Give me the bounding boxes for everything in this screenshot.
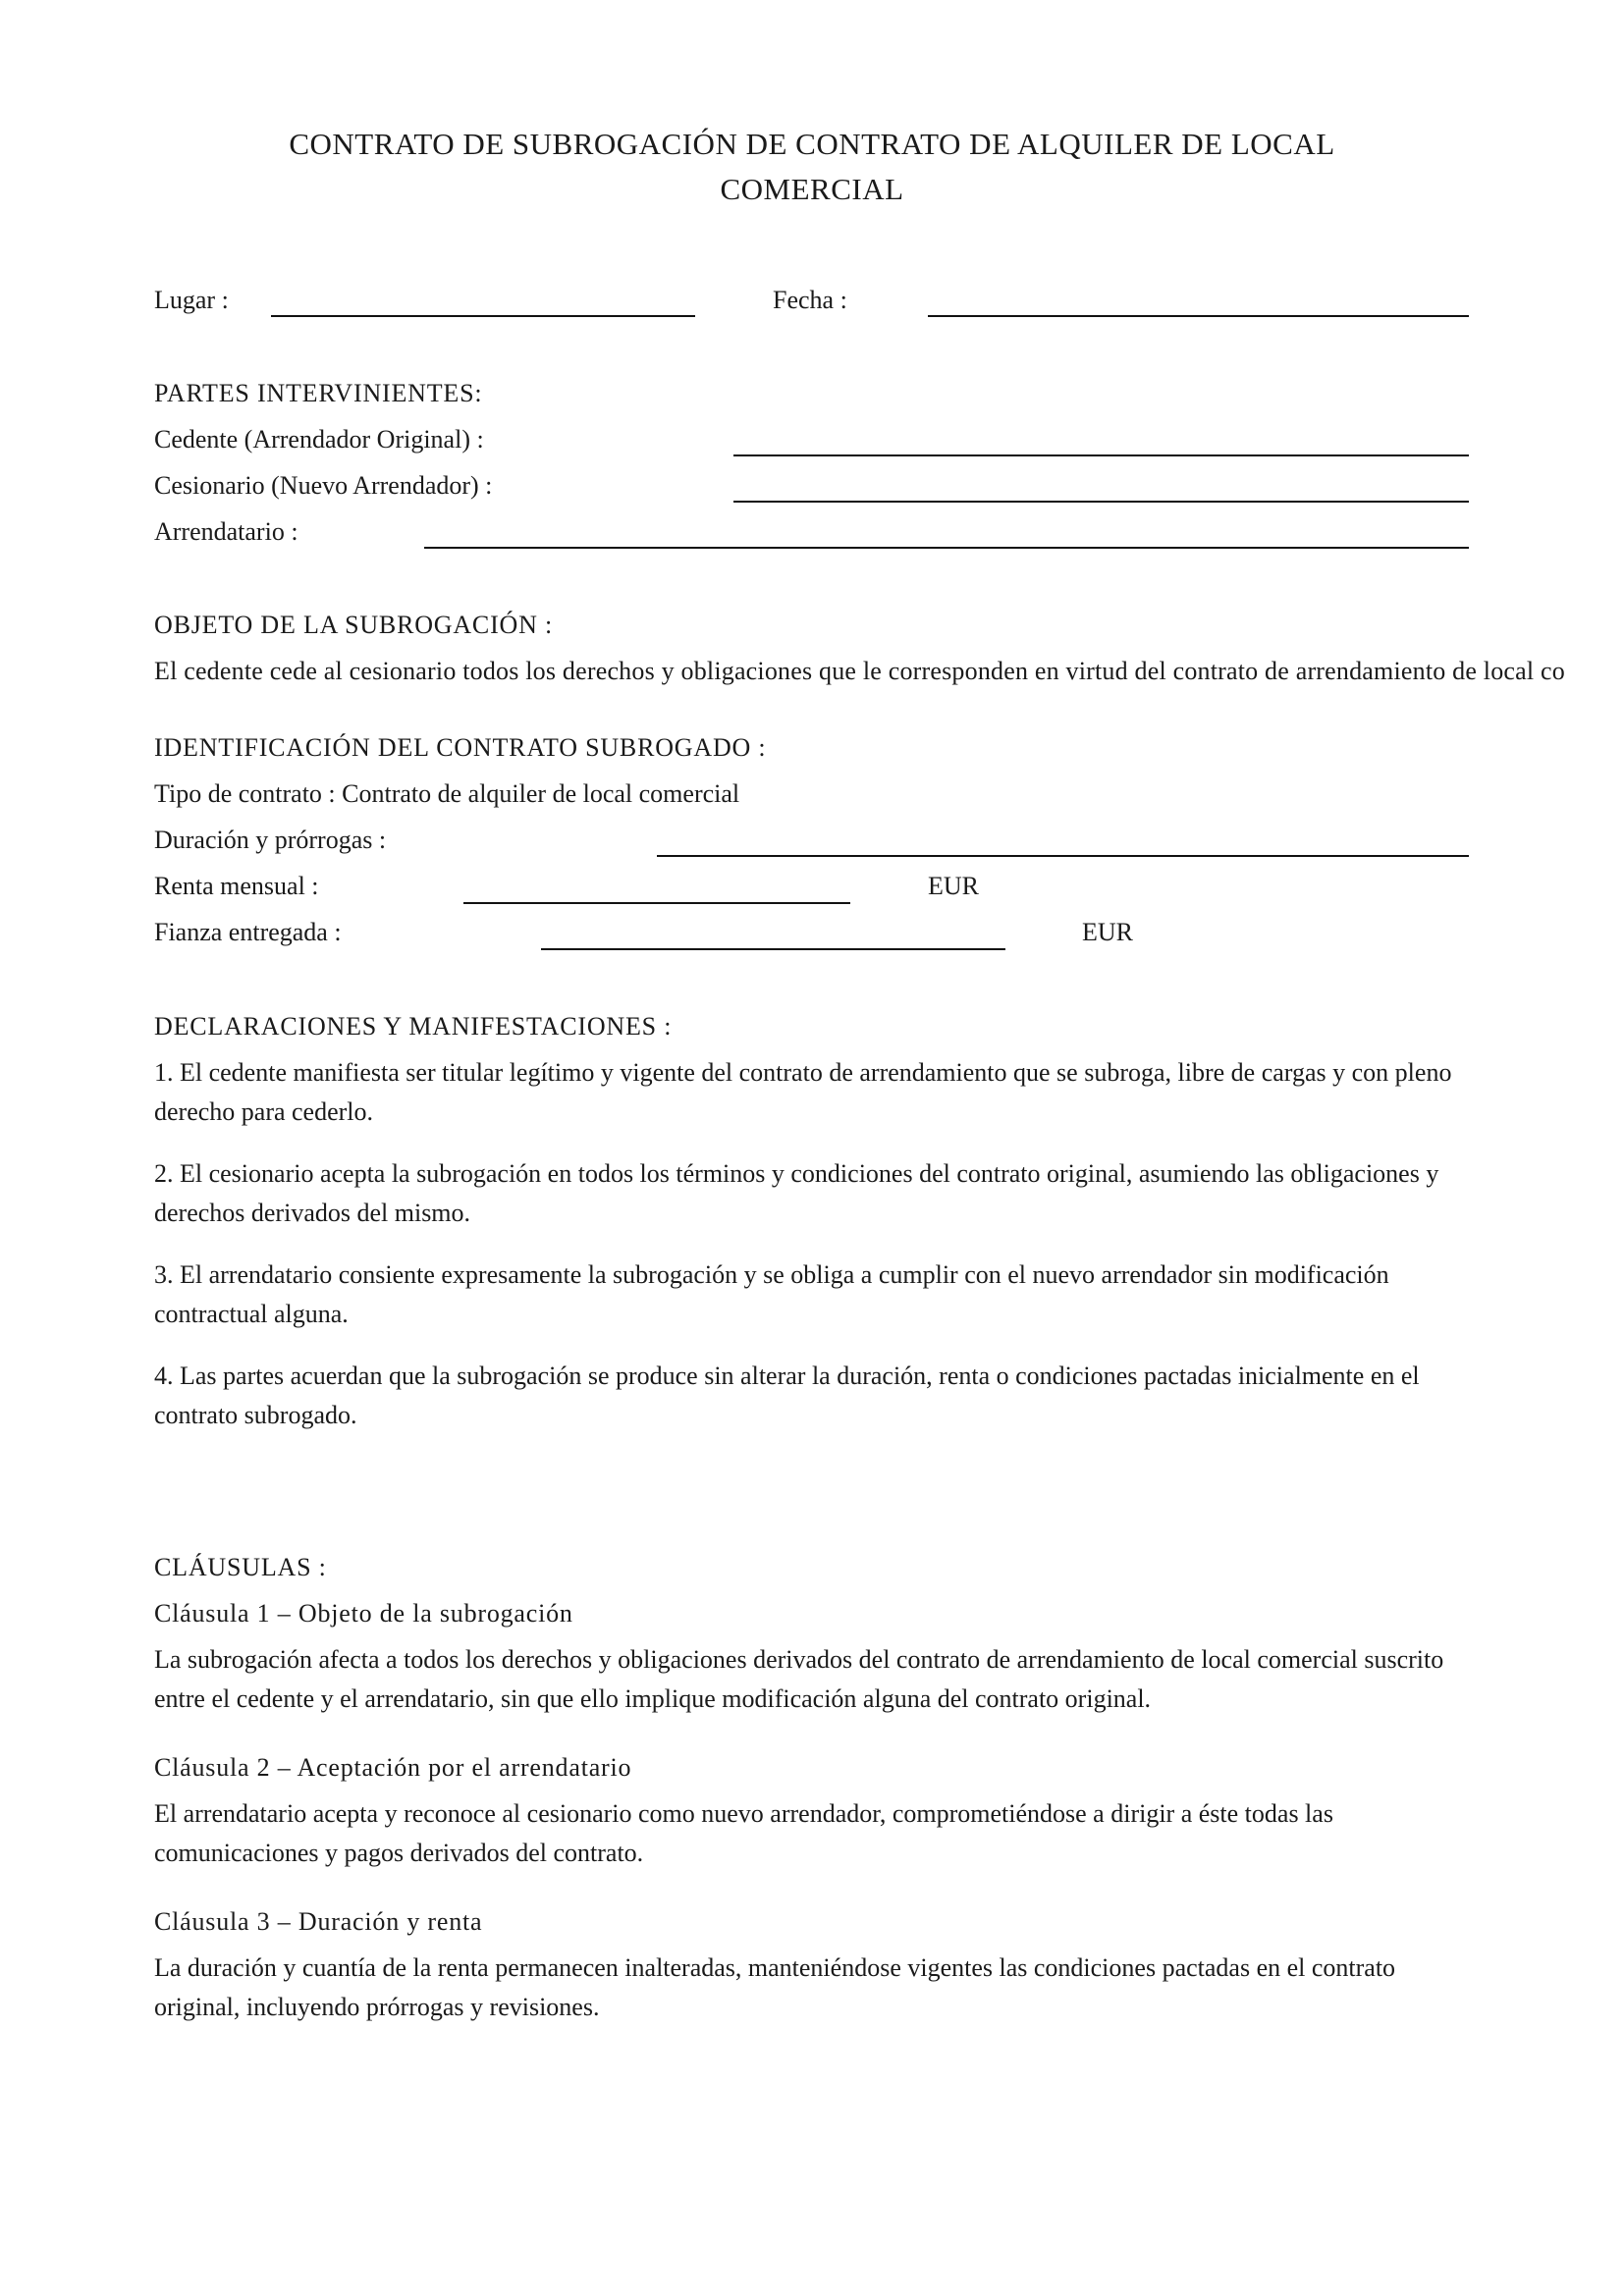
objeto-text: El cedente cede al cesionario todos los derechos y obligaciones que le corresponden en virtud del contrato de arrendamiento de local co xyxy=(154,657,1565,685)
identificacion-heading: IDENTIFICACIÓN DEL CONTRATO SUBROGADO : xyxy=(154,733,767,762)
fianza-label: Fianza entregada : xyxy=(154,918,342,946)
declaracion-item: 4. Las partes acuerdan que la subrogación se produce sin alterar la duración, renta o condiciones pactadas inicialmente en el contrato subrogado. xyxy=(154,1362,1420,1429)
declaracion-item: 1. El cedente manifiesta ser titular legítimo y vigente del contrato de arrendamiento que se subroga, libre de cargas y con pleno derecho para cederlo. xyxy=(154,1058,1452,1126)
lugar-blank-line[interactable] xyxy=(271,315,695,317)
clausula-title: Cláusula 2 – Aceptación por el arrendatario xyxy=(154,1753,632,1782)
fecha-label: Fecha : xyxy=(773,286,847,314)
arrendatario-blank-line[interactable] xyxy=(424,547,1469,549)
cedente-label: Cedente (Arrendador Original) : xyxy=(154,425,484,454)
duracion-label: Duración y prórrogas : xyxy=(154,826,387,854)
objeto-heading: OBJETO DE LA SUBROGACIÓN : xyxy=(154,611,554,639)
clausulas-heading: CLÁUSULAS : xyxy=(154,1553,327,1581)
partes-heading: PARTES INTERVINIENTES: xyxy=(154,379,483,407)
clausula-title: Cláusula 3 – Duración y renta xyxy=(154,1907,483,1936)
cesionario-label: Cesionario (Nuevo Arrendador) : xyxy=(154,471,493,500)
renta-blank-line[interactable] xyxy=(463,902,850,904)
lugar-label: Lugar : xyxy=(154,286,229,314)
cedente-blank-line[interactable] xyxy=(733,454,1469,456)
renta-currency: EUR xyxy=(928,872,979,900)
duracion-blank-line[interactable] xyxy=(657,855,1469,857)
document-title-line-1: CONTRATO DE SUBROGACIÓN DE CONTRATO DE ALQUILER DE LOCAL xyxy=(289,127,1335,161)
clausula-text: La subrogación afecta a todos los derechos y obligaciones derivados del contrato de arrendamiento de local comercial suscrito entre el cedente y el arrendatario, sin que ello implique modificación alguna del contrato original. xyxy=(154,1645,1444,1713)
tipo-contrato: Tipo de contrato : Contrato de alquiler de local comercial xyxy=(154,779,740,808)
fianza-blank-line[interactable] xyxy=(541,948,1005,950)
declaracion-item: 3. El arrendatario consiente expresamente la subrogación y se obliga a cumplir con el nuevo arrendador sin modificación contractual alguna. xyxy=(154,1260,1389,1328)
fianza-currency: EUR xyxy=(1082,918,1133,946)
cesionario-blank-line[interactable] xyxy=(733,501,1469,503)
clausula-text: El arrendatario acepta y reconoce al cesionario como nuevo arrendador, comprometiéndose a dirigir a éste todas las comunicaciones y pagos derivados del contrato. xyxy=(154,1799,1333,1867)
clausula-title: Cláusula 1 – Objeto de la subrogación xyxy=(154,1599,573,1628)
declaraciones-heading: DECLARACIONES Y MANIFESTACIONES : xyxy=(154,1012,673,1041)
arrendatario-label: Arrendatario : xyxy=(154,517,298,546)
declaracion-item: 2. El cesionario acepta la subrogación en todos los términos y condiciones del contrato original, asumiendo las obligaciones y derechos derivados del mismo. xyxy=(154,1159,1439,1227)
fecha-blank-line[interactable] xyxy=(928,315,1469,317)
renta-label: Renta mensual : xyxy=(154,872,319,900)
clausula-text: La duración y cuantía de la renta permanecen inalteradas, manteniéndose vigentes las condiciones pactadas en el contrato original, incluyendo prórrogas y revisiones. xyxy=(154,1953,1396,2021)
document-title-line-2: COMERCIAL xyxy=(720,172,904,206)
